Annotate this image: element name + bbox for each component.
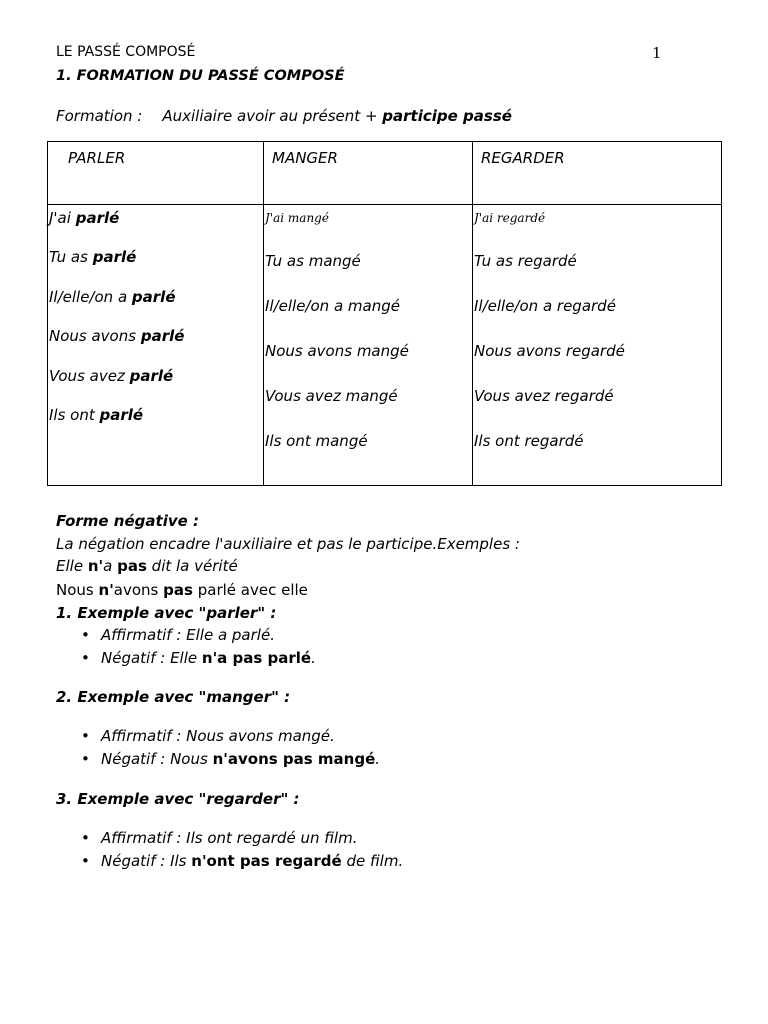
participle: parlé <box>131 287 176 306</box>
bullet-icon: • <box>81 829 90 847</box>
manger-conjugation-list <box>264 205 472 477</box>
conjugation-table <box>47 141 722 486</box>
header-manger: MANGER <box>272 149 338 167</box>
affirmatif-text: Affirmatif : Ils ont regardé un film. <box>101 829 358 847</box>
list-item <box>78 727 380 750</box>
formation-bold: participe passé <box>382 107 512 125</box>
conjugation-item: J'ai mangé <box>265 211 329 225</box>
remainder: parlé avec elle <box>197 581 308 599</box>
subject: Tu as <box>49 248 88 267</box>
conjugation-item <box>48 288 263 327</box>
list-item <box>78 852 403 875</box>
negatif-prefix: Négatif : Nous <box>101 750 208 768</box>
list-item <box>78 829 403 852</box>
header-parler: PARLER <box>68 149 126 167</box>
affirmatif-text: Affirmatif : Nous avons mangé. <box>101 727 335 745</box>
bullet-icon: • <box>81 626 90 644</box>
negatif-bold: n'avons pas mangé <box>212 750 376 768</box>
negation-pas: pas <box>163 581 193 599</box>
negatif-prefix: Négatif : Ils <box>101 852 187 870</box>
subject: Il/elle/on a <box>49 287 128 306</box>
negation-pas: pas <box>117 557 147 575</box>
conjugation-item: Nous avons mangé <box>265 342 409 360</box>
table-cell-regarder <box>473 205 722 486</box>
parler-conjugation-list <box>48 205 263 445</box>
list-item <box>78 750 380 773</box>
negatif-bold: n'a pas parlé <box>201 649 312 667</box>
table-header-cell-regarder <box>473 142 722 205</box>
subject: Ils ont <box>49 405 95 424</box>
negatif-suffix: . <box>375 750 381 768</box>
example-title-regarder: 3. Exemple avec "regarder" : <box>56 790 300 808</box>
formation-label: Formation : <box>56 107 143 125</box>
bullet-icon: • <box>81 727 90 745</box>
example-title-manger: 2. Exemple avec "manger" : <box>56 688 291 706</box>
conjugation-item: Tu as regardé <box>474 252 577 270</box>
affirmatif-text: Affirmatif : Elle a parlé. <box>101 626 275 644</box>
negatif-suffix: de film. <box>346 852 404 870</box>
bullet-icon: • <box>81 750 90 768</box>
conjugation-item <box>48 367 263 406</box>
auxiliary: a <box>103 557 113 575</box>
conjugation-item: Il/elle/on a regardé <box>474 297 616 315</box>
conjugation-item: Vous avez regardé <box>474 387 614 405</box>
conjugation-item <box>48 248 263 287</box>
participle: parlé <box>99 405 144 424</box>
bullet-icon: • <box>81 649 90 667</box>
example-list-parler <box>78 626 316 672</box>
participle: parlé <box>75 209 120 227</box>
conjugation-item <box>48 209 263 248</box>
subject: J'ai <box>49 209 71 227</box>
subject: Nous avons <box>49 327 137 346</box>
conjugation-item: Il/elle/on a mangé <box>265 297 400 315</box>
negatif-suffix: . <box>311 649 316 667</box>
negative-example-1 <box>56 557 238 575</box>
conjugation-item: Tu as mangé <box>265 252 361 270</box>
participle: parlé <box>140 327 185 346</box>
table-header-cell-manger <box>264 142 473 205</box>
header-regarder: REGARDER <box>481 149 565 167</box>
conjugation-item: Ils ont regardé <box>474 432 584 450</box>
negatif-prefix: Négatif : Elle <box>101 649 198 667</box>
negatif-bold: n'ont pas regardé <box>191 852 342 870</box>
list-item <box>78 626 316 649</box>
negation-ne: n' <box>98 581 114 599</box>
negative-rule: La négation encadre l'auxiliaire et pas le participe.Exemples : <box>56 535 520 553</box>
conjugation-item <box>48 406 263 445</box>
table-cell-manger <box>264 205 473 486</box>
page-number: 1 <box>652 44 662 62</box>
example-list-regarder <box>78 829 403 875</box>
conjugation-item: Vous avez mangé <box>265 387 398 405</box>
document-header-title: LE PASSÉ COMPOSÉ <box>56 44 196 60</box>
regarder-conjugation-list <box>473 205 721 477</box>
subject: Vous avez <box>49 366 125 385</box>
remainder: dit la vérité <box>151 557 238 575</box>
subject: Nous <box>56 581 94 599</box>
conjugation-item: J'ai regardé <box>474 211 546 225</box>
formation-line <box>56 107 512 125</box>
table-cell-parler <box>48 205 264 486</box>
auxiliary: avons <box>113 581 159 599</box>
subject: Elle <box>56 557 84 575</box>
participle: parlé <box>129 366 174 385</box>
bullet-icon: • <box>81 852 90 870</box>
negative-form-title: Forme négative : <box>56 512 200 530</box>
conjugation-item <box>48 327 263 366</box>
negative-example-2 <box>56 581 308 599</box>
table-header-cell-parler <box>48 142 264 205</box>
negation-ne: n' <box>87 557 104 575</box>
conjugation-item: Nous avons regardé <box>474 342 625 360</box>
formation-text: Auxiliaire avoir au présent + <box>162 107 378 125</box>
list-item <box>78 649 316 672</box>
participle: parlé <box>92 248 137 267</box>
conjugation-item: Ils ont mangé <box>265 432 368 450</box>
section-title-formation: 1. FORMATION DU PASSÉ COMPOSÉ <box>56 68 345 84</box>
example-title-parler: 1. Exemple avec "parler" : <box>56 604 277 622</box>
example-list-manger <box>78 727 380 773</box>
